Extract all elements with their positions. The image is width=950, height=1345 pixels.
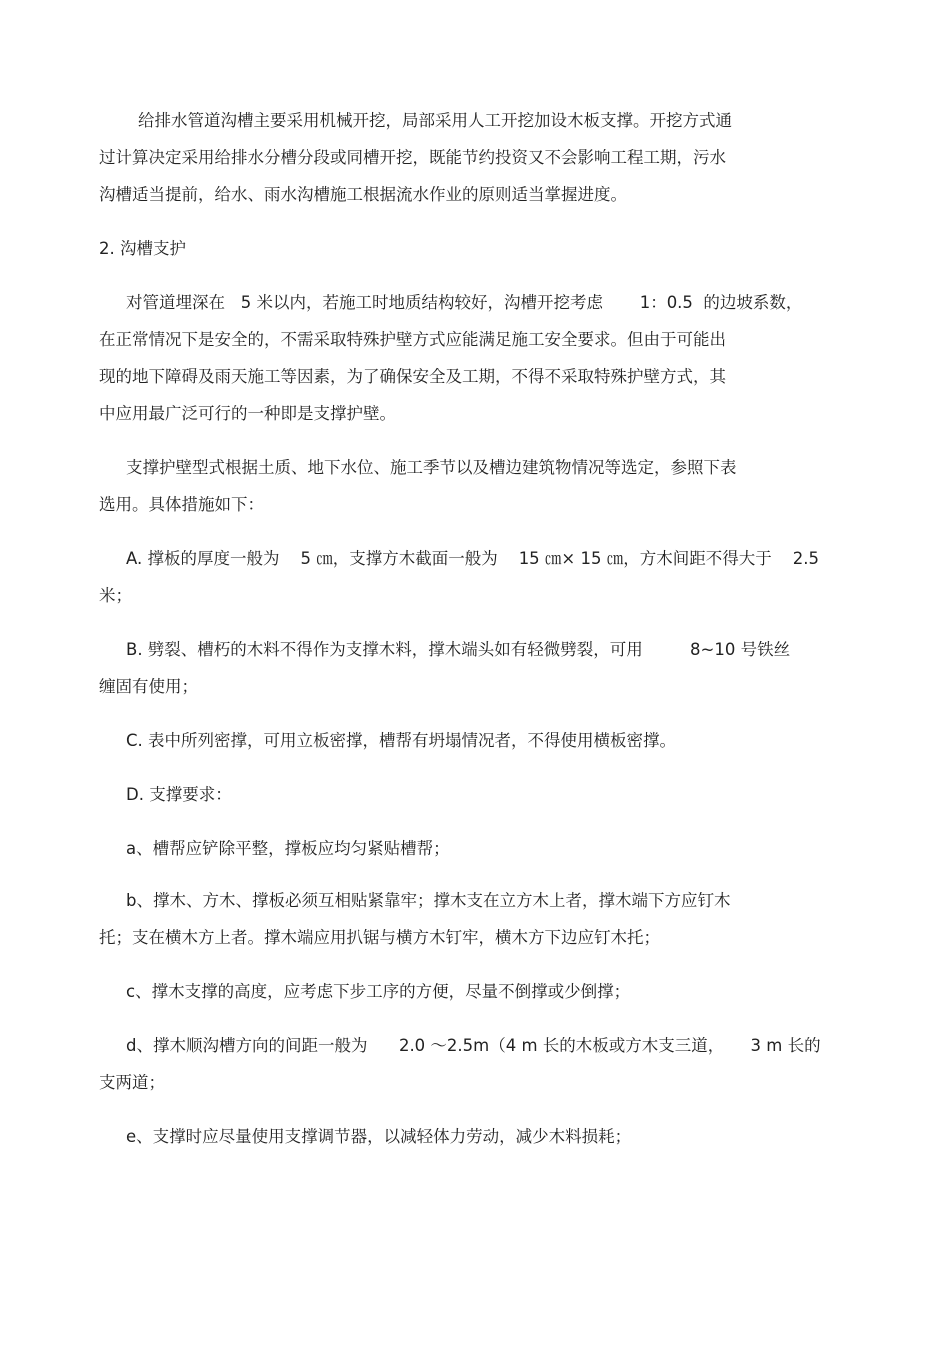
item-d: D. 支撑要求： <box>126 785 232 804</box>
sub-item-b-line-2: 托；支在横木方上者。撑木端应用扒锯与横方木钉牢，横木方下边应钉木托； <box>99 928 660 947</box>
sub-item-e: e、支撑时应尽量使用支撑调节器，以减轻体力劳动，减少木料损耗； <box>126 1127 632 1146</box>
sub-item-b-line-1: b、撑木、方木、撑板必须互相贴紧靠牢；撑木支在立方木上者，撑木端下方应钉木 <box>126 891 731 910</box>
p1-line-2: 在正常情况下是安全的，不需采取特殊护壁方式应能满足施工安全要求。但由于可能出 <box>99 330 726 349</box>
item-b-line-2: 缠固有使用； <box>99 677 198 696</box>
intro-line-3: 沟槽适当提前，给水、雨水沟槽施工根据流水作业的原则适当掌握进度。 <box>99 185 627 204</box>
p2-line-2: 选用。具体措施如下： <box>99 495 264 514</box>
p2-line-1: 支撑护壁型式根据土质、地下水位、施工季节以及槽边建筑物情况等选定，参照下表 <box>126 458 737 477</box>
p1-line-4: 中应用最广泛可行的一种即是支撑护壁。 <box>99 404 396 423</box>
sub-item-c: c、撑木支撑的高度，应考虑下步工序的方便，尽量不倒撑或少倒撑； <box>126 982 631 1001</box>
sub-item-a: a、槽帮应铲除平整，撑板应均匀紧贴槽帮； <box>126 839 450 858</box>
p1-line-1: 对管道埋深在 5 米以内，若施工时地质结构较好，沟槽开挖考虑 1：0.5 的边坡系数， <box>126 293 803 312</box>
item-c: C. 表中所列密撑，可用立板密撑，槽帮有坍塌情况者，不得使用横板密撑。 <box>126 731 677 750</box>
intro-line-2: 过计算决定采用给排水分槽分段或同槽开挖，既能节约投资又不会影响工程工期，污水 <box>99 148 726 167</box>
p1-line-3: 现的地下障碍及雨天施工等因素，为了确保安全及工期，不得不采取特殊护壁方式，其 <box>99 367 726 386</box>
intro-line-1: 给排水管道沟槽主要采用机械开挖，局部采用人工开挖加设木板支撑。开挖方式通 <box>138 111 732 130</box>
sub-item-d-line-2: 支两道； <box>99 1073 165 1092</box>
item-a-line-2: 米； <box>99 586 132 605</box>
item-a-line-1: A. 撑板的厚度一般为 5 ㎝，支撑方木截面一般为 15 ㎝× 15 ㎝，方木间距不得大于 2.5 <box>126 549 819 568</box>
item-b-line-1: B. 劈裂、槽朽的木料不得作为支撑木料，撑木端头如有轻微劈裂，可用 8~10 号铁丝 <box>126 640 791 659</box>
section-heading: 2. 沟槽支护 <box>99 239 186 258</box>
sub-item-d-line-1: d、撑木顺沟槽方向的间距一般为 2.0 ～2.5m（4 m 长的木板或方木支三道， 3 m 长的 <box>126 1036 821 1055</box>
